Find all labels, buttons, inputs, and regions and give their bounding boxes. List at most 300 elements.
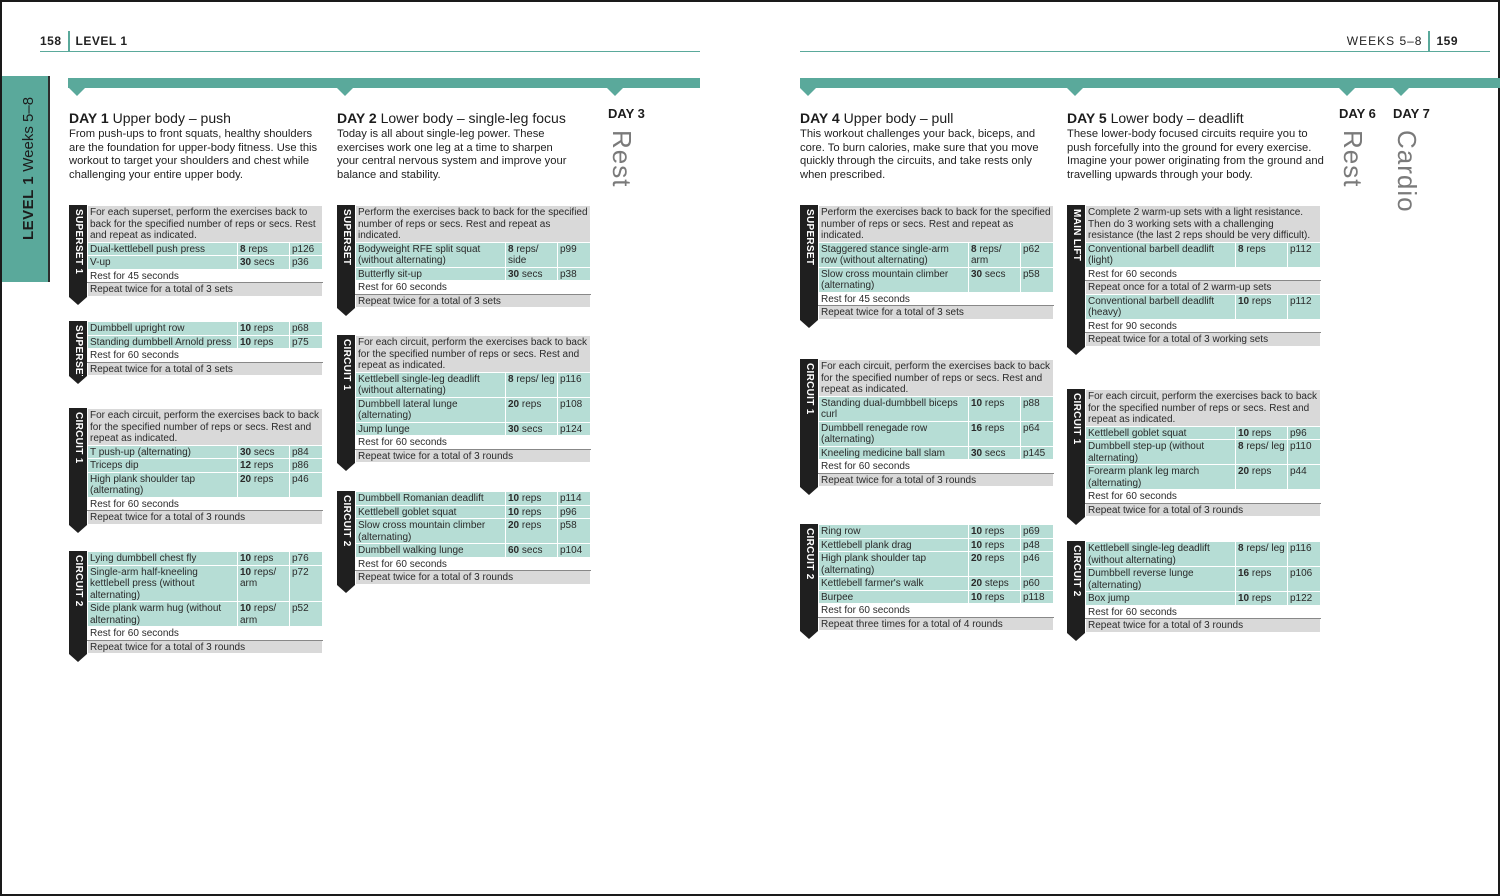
block-type-label: CIRCUIT 2 bbox=[1071, 545, 1082, 597]
page-reference[interactable]: p126 bbox=[290, 242, 323, 256]
page-reference[interactable]: p86 bbox=[290, 459, 323, 473]
rep-unit: reps bbox=[1249, 427, 1272, 439]
rep-unit: reps bbox=[251, 473, 274, 485]
day-5-header: DAY 5 Lower body – deadlift These lower-body focused circuits require you to push forcefully into the ground for every exercise. Imagine your power originating from the ground and travelling upwards through your body. bbox=[1067, 110, 1324, 181]
page-reference[interactable]: p116 bbox=[1288, 542, 1321, 567]
rest-instruction: Rest for 60 seconds bbox=[1086, 267, 1321, 281]
exercise-row bbox=[819, 538, 1054, 552]
workout-table bbox=[87, 205, 323, 297]
circuit-2-block bbox=[800, 524, 1054, 631]
page-reference[interactable]: p46 bbox=[290, 472, 323, 497]
block-instructions: Complete 2 warm-up sets with a light resistance. Then do 3 working sets with a challenging resistance (the last 2 reps should be very difficult). bbox=[1086, 206, 1321, 243]
exercise-reps bbox=[969, 538, 1021, 552]
rep-unit: reps bbox=[982, 591, 1005, 603]
page-reference[interactable]: p44 bbox=[1288, 465, 1321, 490]
rep-count: 10 bbox=[508, 493, 520, 504]
rep-count: 10 bbox=[971, 591, 983, 603]
exercise-row bbox=[1086, 465, 1321, 490]
block-type-label: CIRCUIT 1 bbox=[804, 363, 815, 415]
block-side-label bbox=[69, 551, 87, 654]
rest-instruction: Rest for 60 seconds bbox=[819, 460, 1054, 474]
page-reference[interactable]: p106 bbox=[1288, 567, 1321, 592]
exercise-reps bbox=[238, 335, 290, 349]
exercise-reps bbox=[506, 519, 558, 544]
page-header-right bbox=[800, 30, 1490, 52]
repeat-instruction: Repeat twice for a total of 3 rounds bbox=[356, 571, 591, 585]
exercise-reps bbox=[1236, 294, 1288, 319]
exercise-reps bbox=[1236, 426, 1288, 440]
page-reference[interactable]: p60 bbox=[1021, 577, 1054, 591]
exercise-row bbox=[356, 372, 591, 397]
circuit-1-block bbox=[337, 335, 591, 463]
exercise-reps bbox=[506, 267, 558, 281]
repeat-instruction: Repeat twice for a total of 3 rounds bbox=[356, 449, 591, 463]
day-3-header bbox=[608, 106, 645, 121]
rep-count: 10 bbox=[971, 526, 983, 537]
block-side-label bbox=[800, 359, 818, 487]
block-instructions-row bbox=[819, 360, 1054, 397]
page-reference[interactable]: p96 bbox=[1288, 426, 1321, 440]
rep-count: 20 bbox=[508, 398, 520, 410]
rep-count: 10 bbox=[240, 553, 252, 564]
exercise-name: Side plank warm hug (without alternating) bbox=[88, 602, 238, 627]
page-header-left bbox=[40, 30, 700, 52]
exercise-reps bbox=[1236, 465, 1288, 490]
block-instructions-row bbox=[1086, 390, 1321, 427]
exercise-row bbox=[1086, 592, 1321, 606]
exercise-row bbox=[1086, 242, 1321, 267]
repeat-instruction-row bbox=[88, 511, 323, 525]
exercise-name: Dumbbell renegade row (alternating) bbox=[819, 421, 969, 446]
rep-count: 8 bbox=[240, 243, 246, 255]
repeat-instruction-row bbox=[88, 362, 323, 376]
exercise-name: Standing dual-dumbbell biceps curl bbox=[819, 396, 969, 421]
workout-table bbox=[87, 551, 323, 654]
block-side-label bbox=[69, 321, 87, 391]
block-type-label: CIRCUIT 2 bbox=[73, 555, 84, 607]
day-description: These lower-body focused circuits require you to push forcefully into the ground for every exercise. Imagine your power originating from the ground and travelling upwards through your body. bbox=[1067, 128, 1324, 181]
exercise-row bbox=[819, 577, 1054, 591]
block-instructions-row bbox=[356, 206, 591, 243]
day-2-header: DAY 2 Lower body – single-leg focus Today is all about single-leg power. These exercises work one leg at a time to sharpen your central nervous system and improve your balance and stability. bbox=[337, 110, 577, 182]
page-reference[interactable]: p46 bbox=[1021, 552, 1054, 577]
workout-table bbox=[355, 335, 591, 463]
exercise-name: Dumbbell walking lunge bbox=[356, 544, 506, 558]
workout-table bbox=[818, 524, 1054, 631]
rest-instruction-row bbox=[819, 604, 1054, 618]
exercise-reps bbox=[506, 372, 558, 397]
exercise-name: Dumbbell upright row bbox=[88, 322, 238, 336]
page-reference[interactable]: p84 bbox=[290, 445, 323, 459]
exercise-name: Slow cross mountain climber (alternating) bbox=[356, 519, 506, 544]
page-reference[interactable]: p58 bbox=[558, 519, 591, 544]
superset-1-block bbox=[69, 205, 323, 297]
exercise-row bbox=[819, 421, 1054, 446]
exercise-reps bbox=[506, 422, 558, 436]
circuit-2-block bbox=[337, 491, 591, 585]
repeat-instruction: Repeat three times for a total of 4 rounds bbox=[819, 617, 1054, 631]
page-reference[interactable]: p72 bbox=[290, 565, 323, 602]
exercise-row bbox=[88, 565, 323, 602]
exercise-reps bbox=[238, 445, 290, 459]
exercise-row bbox=[1086, 542, 1321, 567]
page-reference[interactable]: p104 bbox=[558, 544, 591, 558]
teal-band-left bbox=[68, 78, 700, 88]
repeat-instruction-row bbox=[819, 473, 1054, 487]
day-marker-triangle bbox=[1067, 88, 1083, 96]
repeat-instruction: Repeat twice for a total of 3 rounds bbox=[1086, 503, 1321, 517]
exercise-row bbox=[356, 267, 591, 281]
block-instructions: For each circuit, perform the exercises back to back for the specified number of reps or secs. Rest and repeat as indicated. bbox=[1086, 390, 1321, 427]
rest-instruction-row bbox=[819, 460, 1054, 474]
repeat-instruction: Repeat twice for a total of 3 working sets bbox=[1086, 333, 1321, 347]
page-reference[interactable]: p145 bbox=[1021, 446, 1054, 460]
repeat-instruction: Repeat twice for a total of 3 rounds bbox=[1086, 619, 1321, 633]
block-type-label: SUPERSET 1 bbox=[73, 209, 84, 275]
exercise-name: Lying dumbbell chest fly bbox=[88, 552, 238, 566]
block-side-label bbox=[337, 491, 355, 585]
page-reference[interactable]: p110 bbox=[1288, 440, 1321, 465]
rep-unit: reps bbox=[519, 506, 542, 518]
workout-table bbox=[818, 205, 1054, 320]
day-description: From push-ups to front squats, healthy shoulders are the foundation for upper-body fitness. Use this workout to target your shoulders and chest while challenging your entire upper body. bbox=[69, 128, 318, 181]
rep-count: 8 bbox=[1238, 441, 1244, 452]
block-type-label: MAIN LIFT bbox=[1071, 209, 1082, 262]
day-description: Today is all about single-leg power. These exercises work one leg at a time to sharpen your central nervous system and improve your balance and stability. bbox=[337, 128, 567, 181]
rep-count: 10 bbox=[240, 603, 252, 614]
page-reference[interactable]: p52 bbox=[290, 602, 323, 627]
repeat-instruction: Repeat twice for a total of 3 rounds bbox=[88, 640, 323, 654]
exercise-name: High plank shoulder tap (alternating) bbox=[88, 472, 238, 497]
exercise-name: Kettlebell plank drag bbox=[819, 538, 969, 552]
exercise-reps bbox=[969, 590, 1021, 604]
page-reference[interactable]: p64 bbox=[1021, 421, 1054, 446]
exercise-reps bbox=[238, 472, 290, 497]
rep-count: 8 bbox=[1238, 543, 1244, 554]
exercise-reps bbox=[1236, 440, 1288, 465]
repeat-instruction-row bbox=[356, 294, 591, 308]
rep-unit: steps bbox=[982, 578, 1009, 589]
page-number-right: 159 bbox=[1436, 33, 1458, 48]
page-reference[interactable]: p76 bbox=[290, 552, 323, 566]
circuit-1-block bbox=[800, 359, 1054, 487]
rest-instruction-row bbox=[88, 349, 323, 363]
block-instructions: Perform the exercises back to back for the specified number of reps or secs. Rest and repeat as indicated. bbox=[819, 206, 1054, 243]
block-side-label bbox=[1067, 205, 1085, 347]
exercise-reps bbox=[238, 459, 290, 473]
exercise-row bbox=[88, 552, 323, 566]
exercise-name: Kettlebell goblet squat bbox=[356, 505, 506, 519]
repeat-instruction: Repeat twice for a total of 3 sets bbox=[356, 294, 591, 308]
main-lift-block bbox=[1067, 205, 1321, 347]
rest-instruction-row bbox=[356, 436, 591, 450]
page-reference[interactable]: p99 bbox=[558, 242, 591, 267]
block-type-label: SUPERSET bbox=[341, 209, 352, 266]
exercise-reps bbox=[506, 492, 558, 506]
page-reference[interactable]: p124 bbox=[558, 422, 591, 436]
block-type-label: CIRCUIT 1 bbox=[341, 339, 352, 391]
block-instructions-row bbox=[88, 206, 323, 243]
repeat-instruction-row bbox=[819, 306, 1054, 320]
exercise-row bbox=[819, 396, 1054, 421]
block-instructions-row bbox=[356, 336, 591, 373]
rep-unit: reps bbox=[1243, 243, 1266, 255]
exercise-row bbox=[1086, 567, 1321, 592]
rep-count: 10 bbox=[1238, 295, 1250, 307]
page-reference[interactable]: p38 bbox=[558, 267, 591, 281]
repeat-instruction: Repeat twice for a total of 3 rounds bbox=[819, 473, 1054, 487]
rest-instruction: Rest for 60 seconds bbox=[356, 281, 591, 295]
rep-count: 30 bbox=[240, 257, 252, 268]
rest-instruction: Rest for 60 seconds bbox=[88, 349, 323, 363]
rep-unit: reps bbox=[982, 422, 1005, 434]
exercise-name: Jump lunge bbox=[356, 422, 506, 436]
workout-table bbox=[818, 359, 1054, 487]
rep-count: 10 bbox=[1238, 593, 1250, 604]
header-divider bbox=[68, 31, 70, 51]
day-marker-triangle bbox=[607, 88, 623, 96]
rest-instruction-row bbox=[356, 557, 591, 571]
block-side-label bbox=[1067, 389, 1085, 517]
exercise-reps bbox=[506, 544, 558, 558]
rest-instruction: Rest for 60 seconds bbox=[819, 604, 1054, 618]
workout-table bbox=[355, 491, 591, 585]
rest-instruction: Rest for 45 seconds bbox=[88, 269, 323, 283]
rep-count: 10 bbox=[240, 336, 252, 348]
rep-count: 12 bbox=[240, 460, 252, 471]
rep-count: 20 bbox=[971, 553, 983, 564]
rep-unit: reps bbox=[251, 553, 274, 564]
repeat-instruction: Repeat twice for a total of 3 sets bbox=[88, 362, 323, 376]
exercise-row bbox=[356, 544, 591, 558]
circuit-1-block bbox=[1067, 389, 1321, 517]
exercise-row bbox=[356, 505, 591, 519]
page-reference[interactable]: p96 bbox=[558, 505, 591, 519]
day-4-header: DAY 4 Upper body – pull This workout challenges your back, biceps, and core. To burn calories, make sure that you move quickly through the circuits, and take rests only when prescribed. bbox=[800, 110, 1045, 182]
level-tab-label: LEVEL 1 Weeks 5–8 bbox=[20, 96, 37, 240]
day-7-header bbox=[1393, 106, 1430, 121]
exercise-row bbox=[88, 335, 323, 349]
rep-count: 30 bbox=[971, 447, 983, 459]
rest-instruction-row bbox=[1086, 490, 1321, 504]
exercise-reps bbox=[238, 256, 290, 270]
exercise-reps bbox=[1236, 567, 1288, 592]
exercise-reps bbox=[238, 322, 290, 336]
rep-unit: secs bbox=[982, 268, 1006, 280]
rest-instruction-row bbox=[88, 627, 323, 641]
exercise-reps bbox=[1236, 592, 1288, 606]
exercise-row bbox=[819, 525, 1054, 539]
exercise-reps bbox=[506, 242, 558, 267]
rest-instruction-row bbox=[1086, 605, 1321, 619]
block-type-label: CIRCUIT 2 bbox=[341, 495, 352, 547]
workout-table bbox=[1085, 205, 1321, 347]
rest-instruction: Rest for 60 seconds bbox=[356, 557, 591, 571]
page-reference[interactable]: p114 bbox=[558, 492, 591, 506]
exercise-row bbox=[1086, 294, 1321, 319]
rep-unit: secs bbox=[519, 545, 543, 556]
block-type-label: CIRCUIT 1 bbox=[1071, 393, 1082, 445]
day-label: DAY 6 bbox=[1339, 106, 1376, 121]
rep-unit: reps bbox=[245, 243, 268, 255]
rest-instruction: Rest for 60 seconds bbox=[1086, 490, 1321, 504]
page-reference[interactable]: p62 bbox=[1021, 242, 1054, 267]
rep-count: 10 bbox=[508, 506, 520, 518]
exercise-name: Kettlebell single-leg deadlift (without alternating) bbox=[356, 372, 506, 397]
workout-table bbox=[87, 408, 323, 525]
day-marker-triangle bbox=[337, 88, 353, 96]
exercise-name: T push-up (alternating) bbox=[88, 445, 238, 459]
exercise-reps bbox=[506, 505, 558, 519]
exercise-name: Burpee bbox=[819, 590, 969, 604]
exercise-name: Bodyweight RFE split squat (without alternating) bbox=[356, 242, 506, 267]
exercise-name: Slow cross mountain climber (alternating) bbox=[819, 267, 969, 292]
page-reference[interactable]: p112 bbox=[1288, 242, 1321, 267]
repeat-instruction-row bbox=[1086, 619, 1321, 633]
repeat-instruction: Repeat twice for a total of 3 sets bbox=[88, 283, 323, 297]
block-type-label: SUPERSET 2 bbox=[73, 325, 84, 391]
rep-count: 8 bbox=[508, 373, 514, 385]
rep-count: 20 bbox=[508, 520, 520, 531]
exercise-row bbox=[1086, 426, 1321, 440]
exercise-row bbox=[819, 267, 1054, 292]
rep-unit: secs bbox=[251, 257, 275, 268]
rep-unit: reps bbox=[519, 520, 542, 531]
exercise-name: High plank shoulder tap (alternating) bbox=[819, 552, 969, 577]
block-instructions: For each superset, perform the exercises back to back for the specified number of reps or secs. Rest and repeat as indicated. bbox=[88, 206, 323, 243]
rep-count: 10 bbox=[240, 323, 252, 334]
rep-unit: secs bbox=[519, 423, 543, 435]
rep-unit: reps bbox=[982, 553, 1005, 564]
exercise-reps bbox=[969, 242, 1021, 267]
exercise-row bbox=[88, 445, 323, 459]
exercise-reps bbox=[969, 552, 1021, 577]
rest-instruction-row bbox=[88, 269, 323, 283]
workout-table bbox=[87, 321, 323, 376]
rep-count: 20 bbox=[971, 578, 983, 589]
page-reference[interactable]: p58 bbox=[1021, 267, 1054, 292]
rep-unit: reps/ leg bbox=[513, 373, 555, 385]
rep-count: 16 bbox=[971, 422, 983, 434]
rest-instruction-row bbox=[356, 281, 591, 295]
page-reference[interactable]: p108 bbox=[558, 397, 591, 422]
page-number-left: 158 bbox=[40, 33, 62, 48]
rest-instruction-row bbox=[1086, 267, 1321, 281]
day-marker-triangle bbox=[1393, 88, 1409, 96]
page-reference[interactable]: p36 bbox=[290, 256, 323, 270]
exercise-reps bbox=[1236, 542, 1288, 567]
cardio-day-word: Cardio bbox=[1392, 130, 1422, 213]
repeat-instruction-row bbox=[819, 617, 1054, 631]
page-reference[interactable]: p116 bbox=[558, 372, 591, 397]
block-instructions: For each circuit, perform the exercises back to back for the specified number of reps or secs. Rest and repeat as indicated. bbox=[88, 409, 323, 446]
page-reference[interactable]: p88 bbox=[1021, 396, 1054, 421]
workout-table bbox=[355, 205, 591, 308]
exercise-name: Kneeling medicine ball slam bbox=[819, 446, 969, 460]
repeat-instruction: Repeat twice for a total of 3 sets bbox=[819, 306, 1054, 320]
page-reference[interactable]: p122 bbox=[1288, 592, 1321, 606]
teal-band-right bbox=[800, 78, 1500, 88]
block-side-label bbox=[69, 408, 87, 525]
day-marker-triangle bbox=[69, 88, 85, 96]
block-type-label: SUPERSET bbox=[804, 209, 815, 266]
rep-unit: reps bbox=[982, 397, 1005, 409]
repeat-instruction-row bbox=[88, 283, 323, 297]
exercise-row bbox=[819, 590, 1054, 604]
block-side-label bbox=[1067, 541, 1085, 633]
exercise-row bbox=[819, 552, 1054, 577]
block-instructions: Perform the exercises back to back for the specified number of reps or secs. Rest and repeat as indicated. bbox=[356, 206, 591, 243]
rep-count: 30 bbox=[508, 268, 520, 280]
circuit-1-block bbox=[69, 408, 323, 525]
exercise-reps bbox=[238, 565, 290, 602]
rep-unit: reps bbox=[1249, 295, 1272, 307]
repeat-instruction-row bbox=[356, 449, 591, 463]
rep-unit: reps bbox=[251, 336, 274, 348]
day-marker-triangle bbox=[1339, 88, 1355, 96]
rep-unit: reps bbox=[982, 526, 1005, 537]
repeat-instruction-row bbox=[1086, 333, 1321, 347]
exercise-reps bbox=[506, 397, 558, 422]
day-label: DAY 7 bbox=[1393, 106, 1430, 121]
rep-unit: secs bbox=[982, 447, 1006, 459]
page-reference[interactable]: p118 bbox=[1021, 590, 1054, 604]
block-side-label bbox=[800, 205, 818, 320]
exercise-name: Dumbbell Romanian deadlift bbox=[356, 492, 506, 506]
day-marker-triangle bbox=[800, 88, 816, 96]
rest-day-word: Rest bbox=[1338, 130, 1368, 188]
exercise-reps bbox=[969, 267, 1021, 292]
rep-count: 8 bbox=[971, 243, 977, 255]
rep-count: 8 bbox=[508, 243, 514, 255]
day-description: This workout challenges your back, biceps, and core. To burn calories, make sure that you move quickly through the circuits, and take rests only when prescribed. bbox=[800, 128, 1039, 181]
rep-count: 30 bbox=[971, 268, 983, 280]
rep-count: 20 bbox=[240, 473, 252, 485]
page-reference[interactable]: p48 bbox=[1021, 538, 1054, 552]
workout-table bbox=[1085, 541, 1321, 633]
rep-unit: reps/ leg bbox=[1243, 441, 1285, 452]
page-reference[interactable]: p112 bbox=[1288, 294, 1321, 319]
rest-instruction: Rest for 60 seconds bbox=[356, 436, 591, 450]
exercise-row bbox=[356, 492, 591, 506]
rep-unit: reps/ arm bbox=[240, 603, 277, 626]
repeat-instruction-row bbox=[1086, 503, 1321, 517]
page-reference[interactable]: p69 bbox=[1021, 525, 1054, 539]
exercise-reps bbox=[238, 602, 290, 627]
header-divider bbox=[1428, 31, 1430, 51]
block-instructions-row bbox=[1086, 206, 1321, 243]
exercise-row bbox=[88, 602, 323, 627]
exercise-reps bbox=[969, 577, 1021, 591]
exercise-name: Kettlebell single-leg deadlift (without alternating) bbox=[1086, 542, 1236, 567]
page-reference[interactable]: p75 bbox=[290, 335, 323, 349]
page-reference[interactable]: p68 bbox=[290, 322, 323, 336]
exercise-name: Box jump bbox=[1086, 592, 1236, 606]
rest-instruction: Rest for 45 seconds bbox=[819, 292, 1054, 306]
exercise-name: Conventional barbell deadlift (light) bbox=[1086, 242, 1236, 267]
block-instructions-row bbox=[819, 206, 1054, 243]
block-type-label: CIRCUIT 2 bbox=[804, 528, 815, 580]
repeat-instruction-row bbox=[88, 640, 323, 654]
repeat-instruction: Repeat once for a total of 2 warm-up sets bbox=[1086, 281, 1321, 295]
exercise-reps bbox=[969, 421, 1021, 446]
exercise-name: Butterfly sit-up bbox=[356, 267, 506, 281]
rep-unit: reps/ leg bbox=[1243, 543, 1285, 554]
exercise-name: Ring row bbox=[819, 525, 969, 539]
rep-count: 10 bbox=[240, 566, 252, 578]
superset-block bbox=[337, 205, 591, 308]
rep-unit: reps bbox=[1249, 466, 1272, 477]
